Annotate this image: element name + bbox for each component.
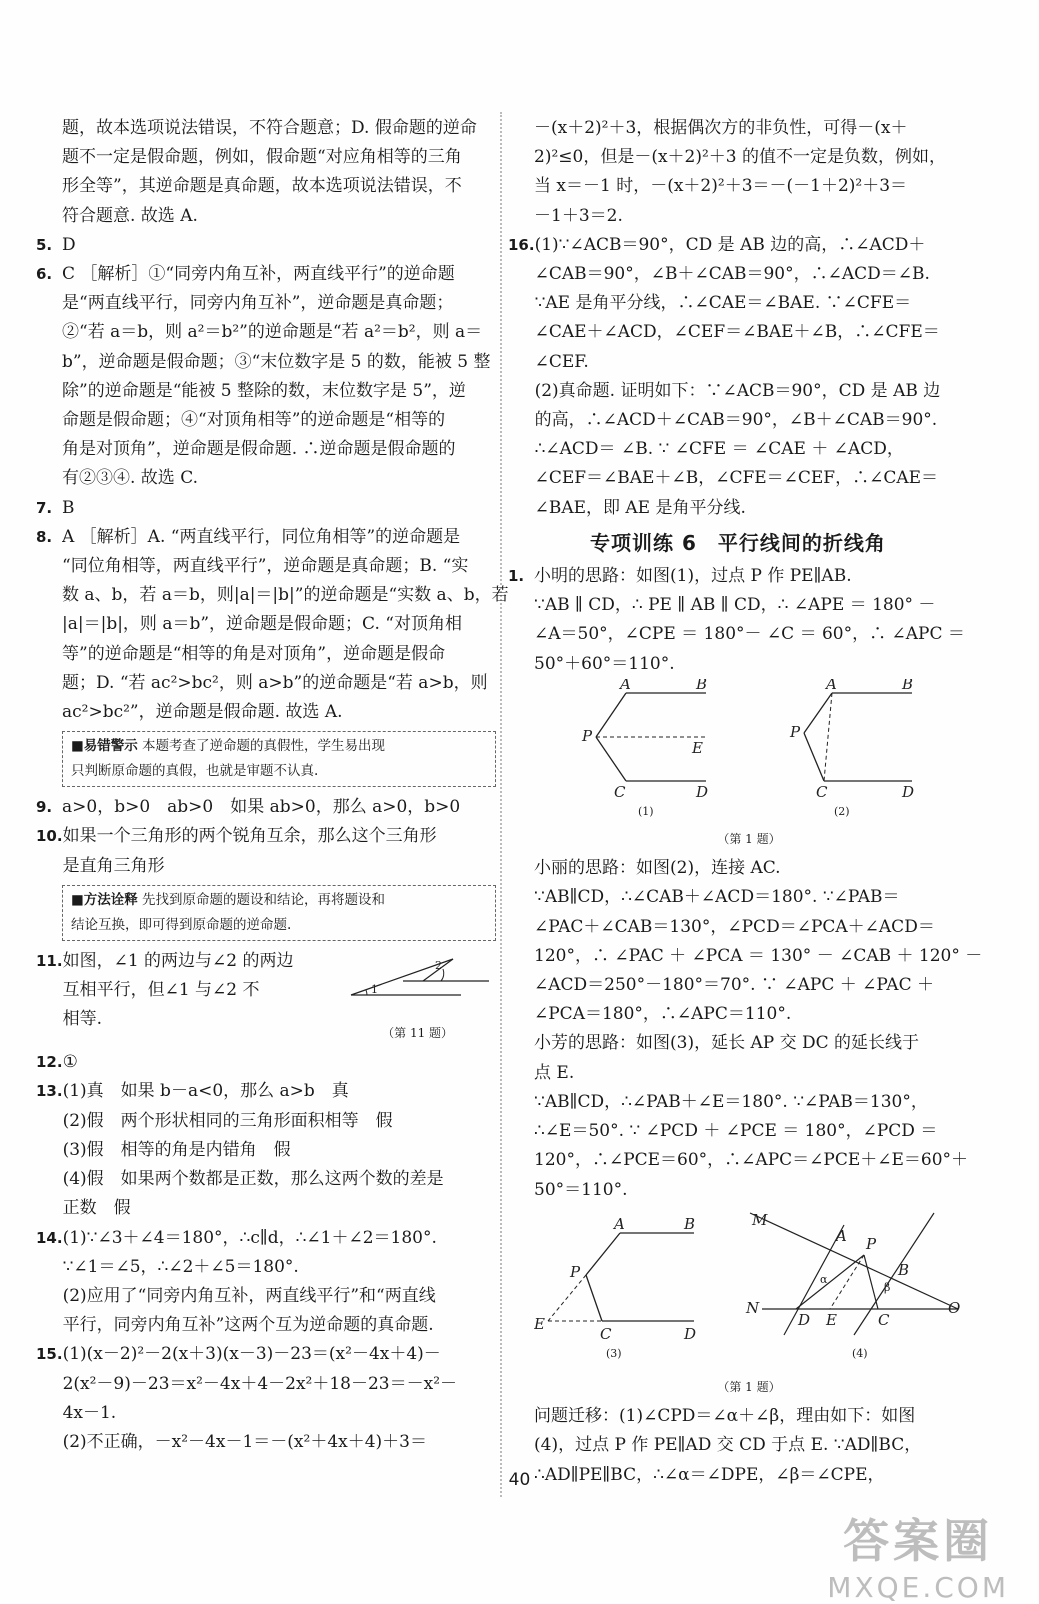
point-label: C xyxy=(878,1310,890,1329)
text-line: (2)应用了“同旁内角互补，两直线平行”和“两直线 xyxy=(62,1285,436,1306)
text-line: (4)，过点 P 作 PE∥AD 交 CD 于点 E. ∵AD∥BC， xyxy=(534,1435,922,1456)
point-label: B xyxy=(696,678,708,693)
text-line: 50°＋60°＝110°. xyxy=(534,653,675,674)
text-line: 的高，∴∠ACD＋∠CAB＝90°，∠B＋∠CAB＝90°. xyxy=(534,410,938,431)
text-line: 题；D. “若 ac²>bc²，则 a>b”的逆命题是“若 a>b，则 xyxy=(62,672,488,693)
text-line: 是直角三角形 xyxy=(62,855,165,876)
question-number: 6. xyxy=(36,265,53,284)
text-line: ∠A＝50°，∠CPE ＝ 180°－ ∠C ＝ 60°，∴ ∠APC ＝ xyxy=(534,624,965,645)
figure-1-2 xyxy=(534,679,982,854)
text-line: 平行，同旁内角互补”这两个互为逆命题的真命题. xyxy=(62,1315,434,1336)
question-13 xyxy=(36,1077,496,1223)
text-line: 是“两直线平行，同旁内角互补”，逆命题是真命题； xyxy=(62,293,454,314)
point-label: M xyxy=(752,1210,768,1229)
question-number: 15. xyxy=(36,1345,63,1364)
point-label: C xyxy=(600,1324,612,1343)
text-line: ∠CEF. xyxy=(534,351,589,372)
box-tag: ■方法诠释 xyxy=(71,891,138,908)
text-line: 等”的逆命题是“相等的角是对顶角”，逆命题是假命 xyxy=(62,643,446,664)
angle-label: α xyxy=(820,1272,828,1286)
text-line: (2)假 两个形状相同的三角形面积相等 假 xyxy=(62,1110,393,1131)
question-number: 9. xyxy=(36,798,53,817)
text-line: ∵AB∥CD，∴∠CAB＋∠ACD＝180°. ∵∠PAB＝ xyxy=(534,887,900,908)
text-line: －(x＋2)²＋3，根据偶次方的非负性，可得－(x＋ xyxy=(534,118,908,138)
point-label: D xyxy=(696,782,709,801)
point-label: E xyxy=(826,1310,837,1329)
question-number: 16. xyxy=(508,235,535,254)
text-line: ∠CAB＝90°，∠B＋∠CAB＝90°，∴∠ACD＝∠B. xyxy=(534,264,930,285)
subfigure-label: (1) xyxy=(638,804,654,818)
text-line: 120°，∴ ∠PAC ＋ ∠PCA ＝ 130° － ∠CAB ＋ 120° － xyxy=(534,945,983,966)
question-number: 14. xyxy=(36,1228,63,1247)
angle-label-2: 2 xyxy=(434,958,442,972)
text-line: ∠ACD＝250°－180°＝70°. ∵ ∠APC ＋ ∠PAC ＋ xyxy=(534,975,934,996)
text-line: (4)假 如果两个数都是正数，那么这两个数的差是 xyxy=(62,1169,444,1190)
question-number: 10. xyxy=(36,827,63,846)
right-column xyxy=(508,114,983,1490)
text-line: 点 E. xyxy=(534,1062,575,1083)
point-label: P xyxy=(582,726,593,745)
point-label: C xyxy=(614,782,626,801)
text-line: 命题是假命题；④“对顶角相等”的逆命题是“相等的 xyxy=(62,410,446,431)
point-label: D xyxy=(798,1310,811,1329)
text-line: 小丽的思路：如图(2)，连接 AC. xyxy=(534,858,781,879)
question-number: 13. xyxy=(36,1082,63,1101)
text-line: ∠BAE，即 AE 是角平分线. xyxy=(534,497,746,518)
parallel-lines-figure-1-2 xyxy=(534,679,964,819)
question-11 xyxy=(36,947,496,1048)
question-number: 11. xyxy=(36,951,63,970)
parallel-lines-figure-3-4 xyxy=(534,1205,964,1365)
point-label: D xyxy=(902,782,915,801)
text-line: ∠CEF＝∠BAE＋∠B，∠CFE＝∠CEF，∴∠CAE＝ xyxy=(534,468,939,489)
figure-caption: （第 11 题） xyxy=(382,1026,454,1041)
text-line: ∵AE 是角平分线，∴∠CAE＝∠BAE. ∵∠CFE＝ xyxy=(534,293,912,314)
text-line: ∠PAC＋∠CAB＝130°，∠PCD＝∠PCA＋∠ACD＝ xyxy=(534,916,935,937)
point-label: B xyxy=(684,1214,696,1233)
text-line: 120°，∴∠PCE＝60°，∴∠APC＝∠PCE＋∠E＝60°＋ xyxy=(534,1150,969,1171)
text-line: 小明的思路：如图(1)，过点 P 作 PE∥AB. xyxy=(534,566,852,587)
left-column xyxy=(36,114,509,1457)
question-6 xyxy=(36,260,496,494)
box-tag: ■易错警示 xyxy=(71,738,138,755)
question-16 xyxy=(508,231,968,523)
subfigure-label: (4) xyxy=(852,1346,868,1360)
text-line: ∵AB∥CD，∴∠PAB＋∠E＝180°. ∵∠PAB＝130°， xyxy=(534,1091,928,1112)
point-label: P xyxy=(866,1234,877,1253)
text-line: 本题考查了逆命题的真假性，学生易出现 xyxy=(137,738,386,755)
text-line: (1)∵∠ACB＝90°，CD 是 AB 边的高，∴∠ACD＋ xyxy=(534,234,926,255)
text-line: 正数 假 xyxy=(62,1198,131,1219)
question-number: 7. xyxy=(36,498,53,517)
text-line: ∴∠ACD＝ ∠B. ∵ ∠CFE ＝ ∠CAE ＋ ∠ACD， xyxy=(534,439,904,460)
text-line: 符合题意. 故选 A. xyxy=(62,205,198,226)
question-9 xyxy=(36,793,496,822)
point-label: A xyxy=(826,678,837,693)
text-line: ∴AD∥PE∥BC，∴∠α＝∠DPE，∠β＝∠CPE， xyxy=(534,1464,885,1485)
error-warning-box xyxy=(62,731,496,787)
text-line: 问题迁移：(1)∠CPD＝∠α＋∠β，理由如下：如图 xyxy=(534,1406,916,1427)
question-15 xyxy=(36,1340,496,1457)
question-12 xyxy=(36,1048,496,1077)
text-line: A ［解析］A. “两直线平行，同位角相等”的逆命题是 xyxy=(62,526,461,547)
subfigure-label: (2) xyxy=(834,804,850,818)
question-1 xyxy=(508,562,983,1490)
text-line: ∴∠E＝50°. ∵ ∠PCD ＋ ∠PCE ＝ 180°，∠PCD ＝ xyxy=(534,1121,938,1142)
figure-11 xyxy=(343,947,493,1048)
text-line: ① xyxy=(62,1052,78,1073)
text-line: ∵∠1＝∠5，∴∠2＋∠5＝180°. xyxy=(62,1256,299,1277)
text-line: 互相平行，但∠1 与∠2 不 xyxy=(62,980,260,1001)
subfigure-label: (3) xyxy=(606,1346,622,1360)
text-line: C ［解析］①“同旁内角互补，两直线平行”的逆命题 xyxy=(62,264,455,285)
text-line: ∠PCA＝180°，∴∠APC＝110°. xyxy=(534,1004,792,1025)
text-line: (1)∵∠3＋∠4＝180°，∴c∥d，∴∠1＋∠2＝180°. xyxy=(62,1227,437,1248)
text-line: －1＋3＝2. xyxy=(534,205,623,226)
text-line: 数 a、b，若 a＝b，则|a|＝|b|”的逆命题是“实数 a、b，若 xyxy=(62,585,509,606)
text-line: “同位角相等，两直线平行”，逆命题是真命题；B. “实 xyxy=(62,556,469,577)
text-line: 题不一定是假命题，例如，假命题“对应角相等的三角 xyxy=(62,147,462,168)
question-14 xyxy=(36,1224,496,1341)
point-label: O xyxy=(948,1298,961,1317)
point-label: C xyxy=(816,782,828,801)
text-line: 除”的逆命题是“能被 5 整除的数，末位数字是 5”，逆 xyxy=(62,380,466,401)
text-line: 小芳的思路：如图(3)，延长 AP 交 DC 的延长线于 xyxy=(534,1033,920,1054)
text-line: 4x－1. xyxy=(62,1402,117,1423)
section-title: 专项训练 6 平行线间的折线角 xyxy=(590,530,886,555)
text-line: 如图，∠1 的两边与∠2 的两边 xyxy=(62,950,294,971)
text-line: (2)真命题. 证明如下：∵∠ACB＝90°，CD 是 AB 边 xyxy=(534,380,941,401)
column-divider xyxy=(500,112,502,1497)
point-label: B xyxy=(902,678,914,693)
question-number: 12. xyxy=(36,1053,63,1072)
text-line: 结论互换，即可得到原命题的逆命题. xyxy=(71,916,292,933)
text-line: 如果一个三角形的两个锐角互余，那么这个三角形 xyxy=(62,826,437,847)
text-line: b”，逆命题是假命题；③“末位数字是 5 的数，能被 5 整 xyxy=(62,351,491,372)
watermark xyxy=(827,1505,1009,1604)
text-line: ∠CAE＋∠ACD，∠CEF＝∠BAE＋∠B，∴∠CFE＝ xyxy=(534,322,940,343)
q4-continuation xyxy=(36,114,496,231)
text-line: |a|＝|b|，则 a＝b”，逆命题是假命题；C. “对顶角相 xyxy=(62,614,462,635)
point-label: E xyxy=(534,1314,545,1333)
text-line: 形全等”，其逆命题是真命题，故本选项说法错误，不 xyxy=(62,176,462,197)
text-line: (2)不正确，－x²－4x－1＝－(x²＋4x＋4)＋3＝ xyxy=(62,1431,427,1452)
text-line: (1)(x－2)²－2(x＋3)(x－3)－23＝(x²－4x＋4)－ xyxy=(62,1344,441,1365)
text-line: 题，故本选项说法错误，不符合题意；D. 假命题的逆命 xyxy=(62,118,477,138)
text-line: 50°＝110°. xyxy=(534,1179,628,1200)
question-number: 8. xyxy=(36,527,53,546)
text-line: ac²>bc²”，逆命题是假命题. 故选 A. xyxy=(62,702,343,723)
point-label: E xyxy=(692,738,703,757)
text-line: 只判断原命题的真假，也就是审题不认真. xyxy=(71,763,319,780)
page-number: 40 xyxy=(508,1470,531,1490)
text-line: (3)假 相等的角是内错角 假 xyxy=(62,1139,291,1160)
text-line: 当 x＝－1 时，－(x＋2)²＋3＝－(－1＋2)²＋3＝ xyxy=(534,176,908,197)
point-label: A xyxy=(614,1214,625,1233)
text-line: ∵AB ∥ CD，∴ PE ∥ AB ∥ CD，∴ ∠APE ＝ 180° － xyxy=(534,595,936,616)
watermark-logo-text: 答案圈 xyxy=(843,1514,994,1568)
method-box xyxy=(62,885,496,941)
point-label: A xyxy=(620,678,631,693)
question-5 xyxy=(36,231,496,260)
text-line: a>0，b>0 ab>0 如果 ab>0，那么 a>0，b>0 xyxy=(62,797,461,818)
point-label: B xyxy=(898,1260,910,1279)
figure-3-4 xyxy=(534,1205,982,1402)
point-label: A xyxy=(836,1226,847,1245)
q15-continuation xyxy=(508,114,968,231)
angle-label: β xyxy=(884,1280,891,1294)
point-label: P xyxy=(790,722,801,741)
text-line: 先找到原命题的题设和结论，再将题设和 xyxy=(137,891,386,908)
watermark-url: MXQE.COM xyxy=(827,1571,1009,1604)
point-label: D xyxy=(684,1324,697,1343)
text-line: 角是对顶角”，逆命题是假命题. ∴逆命题是假命题的 xyxy=(62,439,456,460)
question-7 xyxy=(36,494,496,523)
text-line: (1)真 如果 b－a<0，那么 a>b 真 xyxy=(62,1081,349,1102)
text-line: 2)²≤0，但是－(x＋2)²＋3 的值不一定是负数，例如， xyxy=(534,147,947,168)
figure-caption: （第 1 题） xyxy=(717,832,781,847)
text-line: 相等. xyxy=(62,1009,102,1030)
angle-label-1: 1 xyxy=(370,982,378,996)
question-number: 5. xyxy=(36,235,53,254)
point-label: N xyxy=(746,1298,760,1317)
question-8 xyxy=(36,523,509,727)
figure-caption: （第 1 题） xyxy=(717,1379,781,1394)
text-line: 有②③④. 故选 C. xyxy=(62,468,199,489)
text-line: 2(x²－9)－23＝x²－4x＋4－2x²＋18－23＝－x²－ xyxy=(62,1373,458,1394)
text-line: D xyxy=(62,234,76,255)
question-10 xyxy=(36,822,496,880)
question-number: 1. xyxy=(508,567,525,586)
text-line: ②“若 a＝b，则 a²＝b²”的逆命题是“若 a²＝b²，则 a＝ xyxy=(62,322,483,343)
angle-figure xyxy=(343,947,493,1017)
point-label: P xyxy=(570,1262,581,1281)
text-line: B xyxy=(62,497,75,518)
